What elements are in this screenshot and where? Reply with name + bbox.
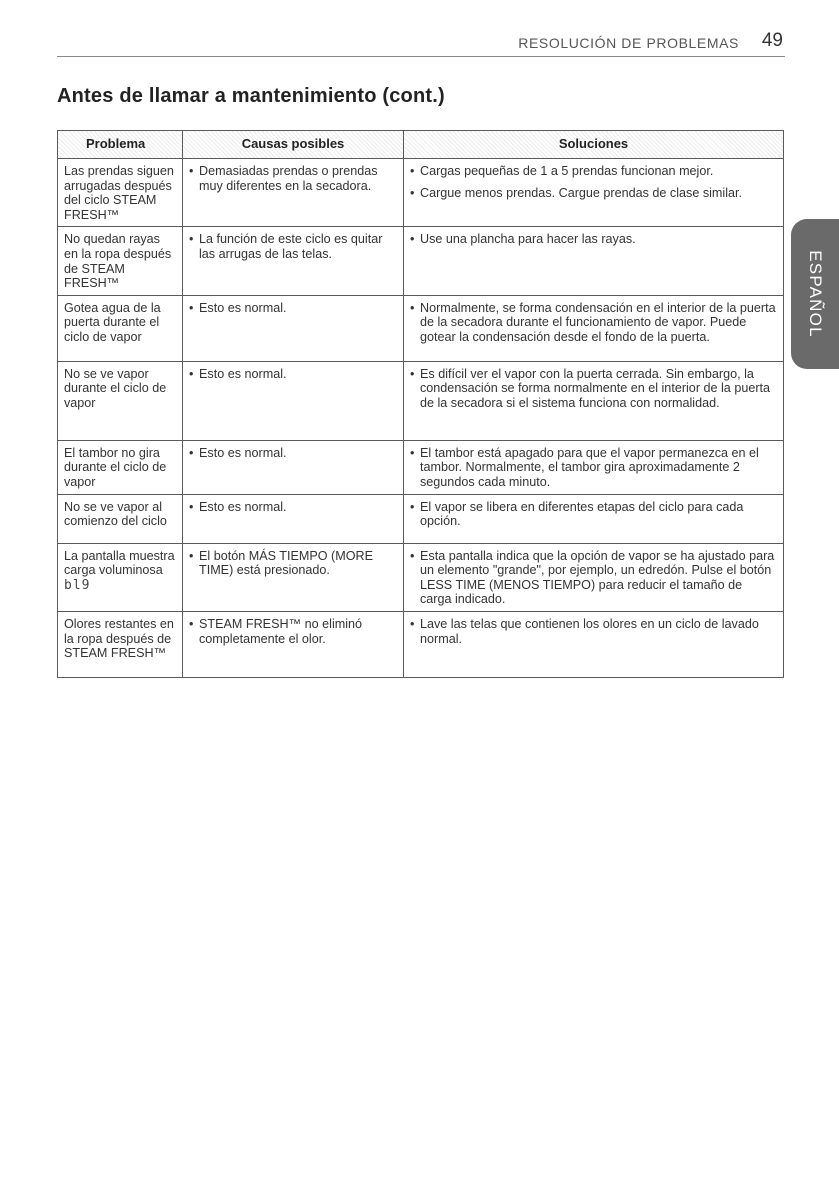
- bullet-icon: •: [410, 366, 415, 381]
- language-tab: [791, 219, 839, 369]
- page-number: 49: [761, 30, 783, 51]
- cause-item: • Demasiadas prendas o prendas muy diferentes en la secadora.: [189, 164, 378, 193]
- problem-text: Gotea agua de la puerta durante el ciclo de vapor: [64, 300, 161, 344]
- problem-cell: [58, 361, 183, 440]
- cause-cell: [183, 227, 404, 295]
- table-row: [58, 159, 784, 227]
- page-title: Antes de llamar a mantenimiento (cont.): [57, 85, 445, 107]
- cause-item: • Esto es normal.: [189, 366, 287, 381]
- bullet-icon: •: [189, 300, 194, 315]
- cause-cell: [183, 611, 404, 677]
- solution-item: • Es difícil ver el vapor con la puerta cerrada. Sin embargo, la condensación se forma normalmente en el interior de la puerta de la secadora si el sistema funciona con normalidad.: [410, 366, 771, 410]
- cause-cell: [183, 440, 404, 494]
- problem-cell: [58, 440, 183, 494]
- table-row: [58, 295, 784, 361]
- solution-cell: [404, 159, 784, 227]
- bullet-icon: •: [189, 164, 194, 178]
- solution-item: • Use una plancha para hacer las rayas.: [410, 232, 636, 247]
- solution-cell: [404, 227, 784, 295]
- problem-text: No se ve vapor durante el ciclo de vapor: [64, 366, 167, 410]
- solution-item: • Cargue menos prendas. Cargue prendas de clase similar.: [410, 185, 743, 200]
- problem-text: Olores restantes en la ropa después de STEAM FRESH™: [64, 616, 174, 661]
- bullet-icon: •: [410, 548, 415, 563]
- solution-cell: [404, 494, 784, 543]
- header-causes: Causas posibles: [183, 131, 404, 159]
- problem-cell: [58, 543, 183, 611]
- problem-cell: [58, 295, 183, 361]
- table-row: [58, 611, 784, 677]
- bullet-icon: •: [410, 232, 415, 247]
- cause-item: • El botón MÁS TIEMPO (MORE TIME) está presionado.: [189, 548, 374, 578]
- solution-item: • Cargas pequeñas de 1 a 5 prendas funcionan mejor.: [410, 164, 714, 178]
- bullet-icon: •: [189, 616, 194, 631]
- bullet-icon: •: [189, 232, 194, 247]
- table-row: [58, 227, 784, 295]
- bullet-icon: •: [410, 185, 415, 200]
- table-row: [58, 361, 784, 440]
- cause-cell: [183, 295, 404, 361]
- problem-text: No quedan rayas en la ropa después de STEAM FRESH™: [64, 232, 172, 291]
- bullet-icon: •: [410, 445, 415, 460]
- solution-cell: [404, 543, 784, 611]
- bullet-icon: •: [410, 499, 415, 514]
- solution-item: • Lave las telas que contienen los olores en un ciclo de lavado normal.: [410, 616, 759, 646]
- cause-item: • La función de este ciclo es quitar las arrugas de las telas.: [189, 232, 383, 261]
- problem-text: El tambor no gira durante el ciclo de vapor: [64, 445, 167, 489]
- bullet-icon: •: [189, 366, 194, 381]
- table-row: [58, 440, 784, 494]
- bullet-icon: •: [189, 445, 194, 460]
- problem-cell: [58, 611, 183, 677]
- problem-text: La pantalla muestra carga voluminosa: [64, 548, 175, 578]
- problem-cell: [58, 227, 183, 295]
- header-solutions: Soluciones: [404, 131, 784, 159]
- cause-cell: [183, 494, 404, 543]
- header-problem: Problema: [58, 131, 183, 159]
- problem-text: Las prendas siguen arrugadas después del ciclo STEAM FRESH™: [64, 164, 174, 222]
- solution-cell: [404, 611, 784, 677]
- bullet-icon: •: [410, 164, 415, 178]
- cause-cell: [183, 543, 404, 611]
- problem-text: No se ve vapor al comienzo del ciclo: [64, 499, 167, 529]
- display-readout: bl9: [64, 577, 91, 593]
- table-header-row: [58, 131, 784, 159]
- troubleshooting-table: [57, 130, 784, 678]
- bullet-icon: •: [189, 548, 194, 563]
- cause-item: • STEAM FRESH™ no eliminó completamente el olor.: [189, 616, 363, 646]
- solution-cell: [404, 295, 784, 361]
- language-tab-label: ESPAÑOL: [806, 250, 825, 338]
- solution-item: • El vapor se libera en diferentes etapas del ciclo para cada opción.: [410, 499, 744, 529]
- section-title: RESOLUCIÓN DE PROBLEMAS: [518, 35, 739, 51]
- cause-cell: [183, 361, 404, 440]
- bullet-icon: •: [189, 499, 194, 514]
- problem-cell: [58, 159, 183, 227]
- cause-item: • Esto es normal.: [189, 499, 287, 514]
- cause-item: • Esto es normal.: [189, 445, 287, 460]
- bullet-icon: •: [410, 300, 415, 315]
- bullet-icon: •: [410, 616, 415, 631]
- solution-item: • Normalmente, se forma condensación en el interior de la puerta de la secadora durante el funcionamiento de vapor. Puede gotear la condensación desde el fondo de la puerta.: [410, 300, 776, 344]
- page-header: [57, 30, 785, 57]
- solution-cell: [404, 361, 784, 440]
- solution-cell: [404, 440, 784, 494]
- table-row: [58, 543, 784, 611]
- cause-cell: [183, 159, 404, 227]
- table-row: [58, 494, 784, 543]
- solution-item: • El tambor está apagado para que el vapor permanezca en el tambor. Normalmente, el tambor gira aproximadamente 2 segundos cada minuto.: [410, 445, 759, 489]
- cause-item: • Esto es normal.: [189, 300, 287, 315]
- solution-item: • Esta pantalla indica que la opción de vapor se ha ajustado para un elemento "grande", por ejemplo, un edredón. Pulse el botón LESS TIME (MENOS TIEMPO) para reducir el tamaño de carga indicado.: [410, 548, 775, 607]
- problem-cell: [58, 494, 183, 543]
